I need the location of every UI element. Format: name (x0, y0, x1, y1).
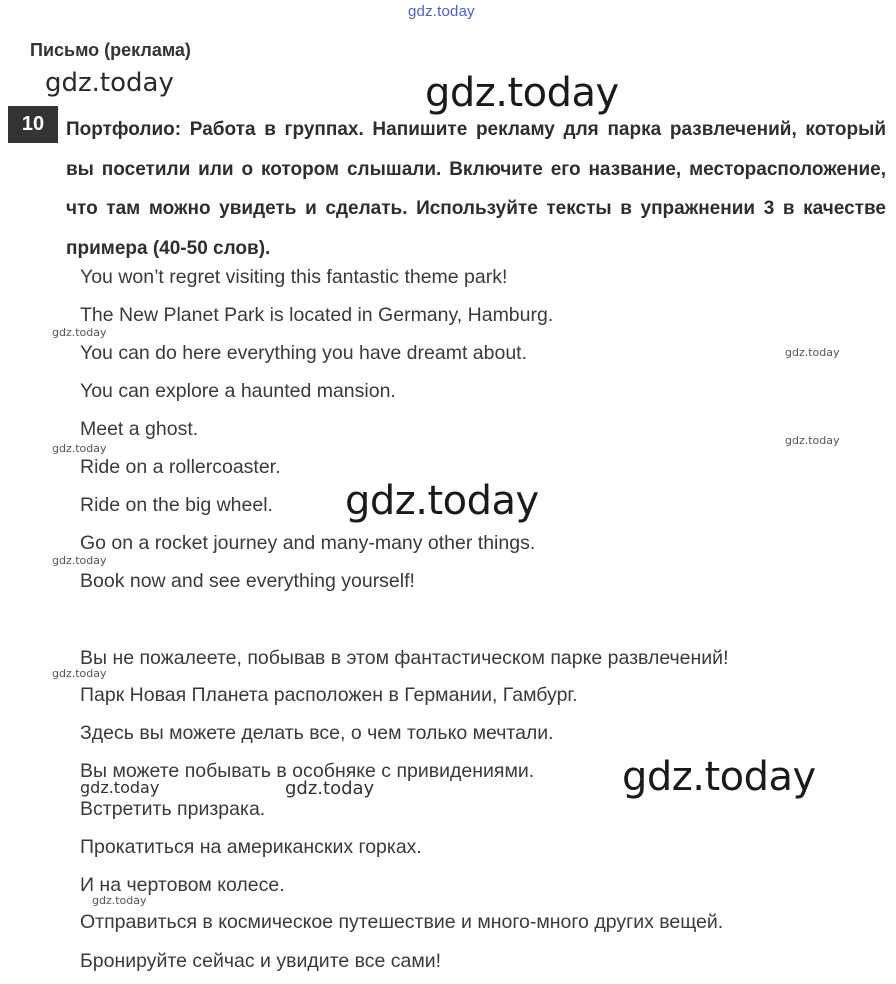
english-line: Ride on the big wheel. (80, 494, 273, 516)
watermark-top: gdz.today (408, 3, 475, 20)
watermark: gdz.today (92, 894, 147, 907)
watermark: gdz.today (52, 442, 107, 455)
watermark: gdz.today (285, 778, 375, 799)
english-line: Go on a rocket journey and many-many other things. (80, 532, 536, 554)
english-line: You can explore a haunted mansion. (80, 380, 396, 402)
watermark: gdz.today (52, 326, 107, 339)
russian-line: И на чертовом колесе. (80, 874, 285, 896)
russian-line: Бронируйте сейчас и увидите все сами! (80, 950, 442, 972)
russian-line: Отправиться в космическое путешествие и много-много других вещей. (80, 911, 724, 933)
task-number-badge: 10 (8, 106, 58, 143)
watermark: gdz.today (785, 434, 840, 447)
watermark: gdz.today (45, 68, 174, 98)
english-line: Book now and see everything yourself! (80, 570, 415, 592)
english-line: Meet a ghost. (80, 418, 199, 440)
watermark: gdz.today (345, 478, 539, 524)
section-title: Письмо (реклама) (30, 40, 191, 60)
english-line: Ride on a rollercoaster. (80, 456, 281, 478)
watermark: gdz.today (622, 754, 816, 800)
watermark: gdz.today (52, 554, 107, 567)
russian-line: Здесь вы можете делать все, о чем только мечтали. (80, 722, 554, 744)
english-line: You won’t regret visiting this fantastic theme park! (80, 266, 508, 288)
russian-line: Вы не пожалеете, побывав в этом фантастическом парке развлечений! (80, 647, 729, 669)
watermark: gdz.today (52, 667, 107, 680)
task-instruction: Портфолио: Работа в группах. Напишите рекламу для парка развлечений, который вы посетили или о котором слышали. Включите его название, месторасположение, что там можно увидеть и сделать. Используйте тексты в упражнении 3 в качестве примера (40-50 слов). (66, 119, 886, 259)
russian-line: Прокатиться на американских горках. (80, 836, 422, 858)
watermark: gdz.today (80, 778, 160, 797)
watermark: gdz.today (785, 346, 840, 359)
watermark: gdz.today (425, 70, 619, 116)
english-line: The New Planet Park is located in Germany, Hamburg. (80, 304, 554, 326)
russian-line: Парк Новая Планета расположен в Германии, Гамбург. (80, 684, 578, 706)
russian-line: Встретить призрака. (80, 798, 266, 820)
russian-line: Вы можете побывать в особняке с привидениями. (80, 760, 535, 782)
english-line: You can do here everything you have dreamt about. (80, 342, 528, 364)
